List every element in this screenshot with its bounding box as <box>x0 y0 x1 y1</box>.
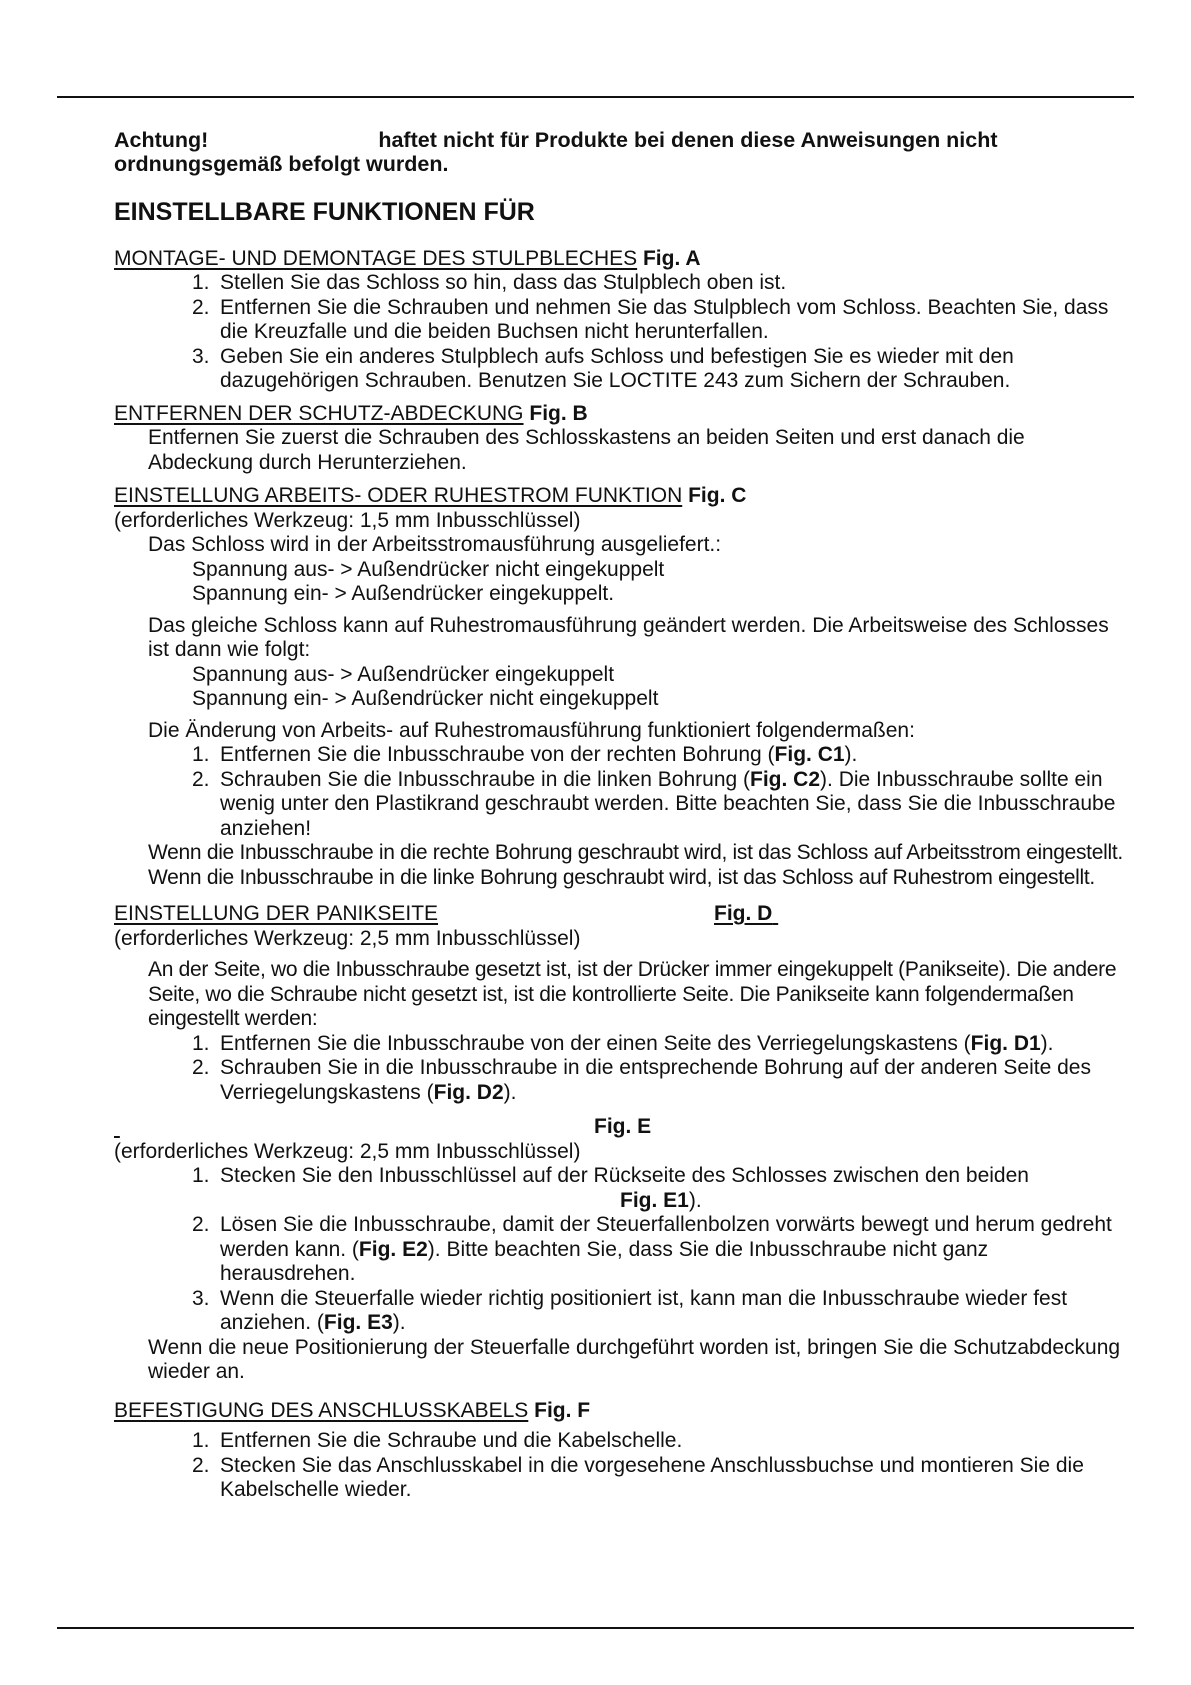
step-list <box>114 1164 1124 1336</box>
tool-note: (erforderliches Werkzeug: 1,5 mm Inbusschlüssel) <box>114 508 581 532</box>
mode-line: Spannung ein- > Außendrücker nicht eingekuppelt <box>192 687 659 710</box>
mode-line: Spannung aus- > Außendrücker eingekuppelt <box>192 662 615 686</box>
warning-text: haftet nicht für Produkte bei denen diese Anweisungen nicht <box>378 128 998 152</box>
section-heading: BEFESTIGUNG DES ANSCHLUSSKABELS <box>114 1398 529 1422</box>
warning-label: Achtung! <box>114 128 209 152</box>
warning-text-2: ordnungsgemäß befolgt wurden. <box>114 152 449 176</box>
paragraph: Das gleiche Schloss kann auf Ruhestromausführung geändert werden. Die Arbeitsweise des Schlosses ist dann wie folgt: <box>148 613 1109 661</box>
section-panikseite <box>114 902 1124 1105</box>
tool-note: (erforderliches Werkzeug: 2,5 mm Inbusschlüssel) <box>114 926 581 950</box>
section-heading: MONTAGE- UND DEMONTAGE DES STULPBLECHES <box>114 246 638 270</box>
paragraph: Entfernen Sie zuerst die Schrauben des Schlosskastens an beiden Seiten und erst danach die Abdeckung durch Herunterziehen. <box>148 426 1025 474</box>
step-list <box>114 743 1124 841</box>
paragraph: Die Änderung von Arbeits- auf Ruhestromausführung funktioniert folgendermaßen: <box>148 718 915 742</box>
section-steuerfalle <box>114 1115 1124 1385</box>
section-heading: ENTFERNEN DER SCHUTZ-ABDECKUNG <box>114 401 524 425</box>
list-item: 3. Geben Sie ein anderes Stulpblech aufs Schloss und befestigen Sie es wieder mit den dazugehörigen Schrauben. Benutzen Sie LOCTITE 243 zum Sichern der Schrauben. <box>192 344 1014 392</box>
list-item: 1. Stecken Sie den Inbusschlüssel auf der Rückseite des Schlosses zwischen den beiden Fig. E1). <box>192 1164 1029 1212</box>
section-schutzabdeckung <box>114 402 1124 476</box>
list-item: 1. Entfernen Sie die Inbusschraube von der einen Seite des Verriegelungskastens (Fig. D1). <box>192 1031 1054 1055</box>
page-title: EINSTELLBARE FUNKTIONEN FÜR <box>114 198 535 226</box>
section-stulpblech <box>114 247 1124 394</box>
fig-ref: Fig. F <box>534 1398 591 1422</box>
fig-ref: Fig. B <box>529 401 588 425</box>
footer-rule <box>57 1627 1134 1629</box>
section-heading: EINSTELLUNG ARBEITS- ODER RUHESTROM FUNKTION <box>114 484 683 507</box>
fig-ref: Fig. A <box>642 246 701 270</box>
warning-notice <box>114 128 1124 176</box>
list-item: 1. Stellen Sie das Schloss so hin, dass das Stulpblech oben ist. <box>192 271 787 294</box>
step-list <box>114 271 1124 394</box>
tool-note: (erforderliches Werkzeug: 2,5 mm Inbusschlüssel) <box>114 1139 581 1163</box>
header-rule <box>57 96 1134 98</box>
paragraph: Wenn die Inbusschraube in die rechte Bohrung geschraubt wird, ist das Schloss auf Arbeitsstrom eingestellt. Wenn die Inbusschraube in die linke Bohrung geschraubt wird, ist das Schloss auf Ruhestrom eingestellt. <box>148 841 1123 889</box>
paragraph: Wenn die neue Positionierung der Steuerfalle durchgeführt worden ist, bringen Sie die Schutzabdeckung wieder an. <box>148 1335 1121 1383</box>
list-item: 2. Schrauben Sie in die Inbusschraube in die entsprechende Bohrung auf der anderen Seite des Verriegelungskastens (Fig. D2). <box>192 1056 1091 1104</box>
paragraph: Das Schloss wird in der Arbeitsstromausführung ausgeliefert.: <box>148 533 722 556</box>
mode-line: Spannung aus- > Außendrücker nicht eingekuppelt <box>192 557 665 581</box>
list-item: 2. Stecken Sie das Anschlusskabel in die vorgesehene Anschlussbuchse und montieren Sie die Kabelschelle wieder. <box>192 1453 1084 1501</box>
list-item: 2. Entfernen Sie die Schrauben und nehmen Sie das Stulpblech vom Schloss. Beachten Sie, dass die Kreuzfalle und die beiden Buchsen nicht herunterfallen. <box>192 295 1109 343</box>
fig-ref: Fig. C <box>688 484 747 507</box>
fig-ref: Fig. D <box>714 902 773 925</box>
fig-ref: Fig. E <box>594 1115 652 1138</box>
list-item: 2. Lösen Sie die Inbusschraube, damit der Steuerfallenbolzen vorwärts bewegt und herum gedreht werden kann. (Fig. E2). Bitte beachten Sie, dass Sie die Inbusschraube nicht ganz herausdrehen. <box>192 1213 1112 1285</box>
mode-line: Spannung ein- > Außendrücker eingekuppelt. <box>192 582 615 605</box>
section-anschlusskabel <box>114 1399 1124 1503</box>
paragraph: An der Seite, wo die Inbusschraube gesetzt ist, ist der Drücker immer eingekuppelt (Panikseite). Die andere Seite, wo die Schraube nicht gesetzt ist, ist die kontrollierte Seite. Die Panikseite kann folgendermaßen eingestellt werden: <box>148 958 1117 1030</box>
step-list <box>114 1032 1124 1106</box>
list-item: 3. Wenn die Steuerfalle wieder richtig positioniert ist, kann man die Inbusschraube wieder fest anziehen. (Fig. E3). <box>192 1286 1068 1334</box>
list-item: 1. Entfernen Sie die Inbusschraube von der rechten Bohrung (Fig. C1). <box>192 743 858 766</box>
list-item: 1. Entfernen Sie die Schraube und die Kabelschelle. <box>192 1429 683 1452</box>
document-body <box>114 128 1124 1503</box>
section-arbeitsstrom <box>114 484 1124 890</box>
step-list <box>114 1429 1124 1503</box>
list-item: 2. Schrauben Sie die Inbusschraube in die linken Bohrung (Fig. C2). Die Inbusschraube sollte ein wenig unter den Plastikrand geschraubt werden. Bitte beachten Sie, dass Sie die Inbusschraube anziehen! <box>192 767 1116 840</box>
section-heading: EINSTELLUNG DER PANIKSEITE <box>114 902 439 925</box>
